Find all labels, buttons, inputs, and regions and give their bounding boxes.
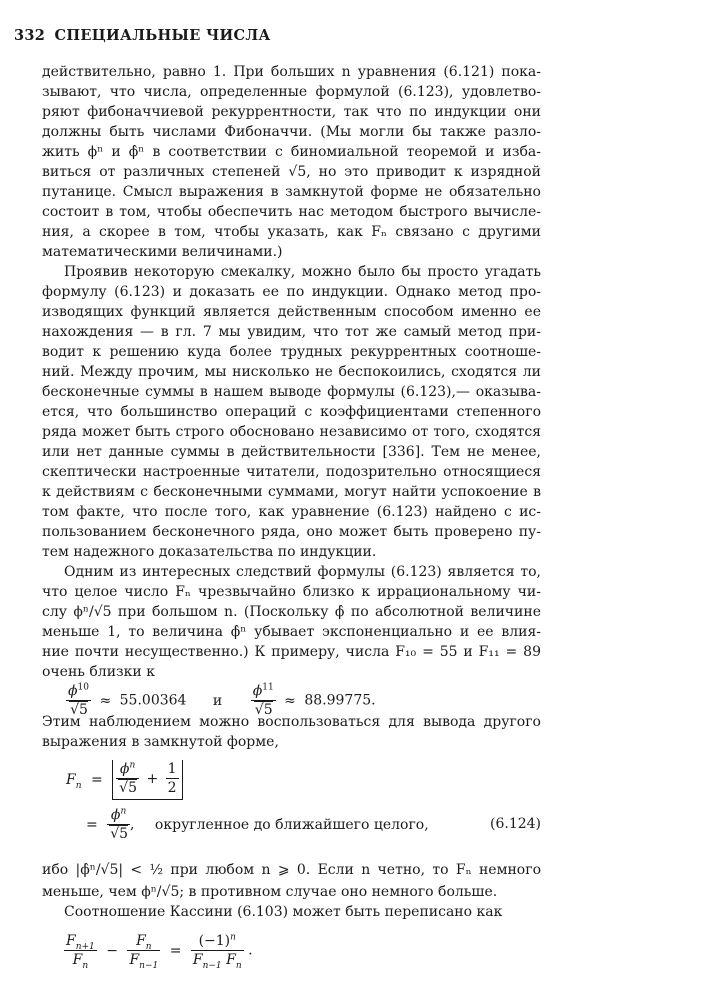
- sqrt-five: √5: [254, 702, 273, 718]
- text-line: нахождения — в гл. 7 мы увидим, что тот же самый метод при-: [42, 324, 541, 340]
- text-line: очень близки к: [42, 664, 155, 680]
- text-line: зывают, что числа, определенные формулой (6.123), удовлетво-: [42, 84, 541, 100]
- text-line: ряда может быть строго обосновано независимо от того, сходятся: [42, 424, 541, 440]
- text-line: Соотношение Кассини (6.103) может быть переписано как: [64, 904, 503, 920]
- text-line: или нет данные суммы в действительности [336]. Тем не менее,: [42, 444, 541, 460]
- value-11: 88.99775: [304, 692, 372, 709]
- text-line: выражения в замкнутой форме,: [42, 734, 279, 750]
- text-line: пользованием бесконечного ряда, оно может быть проверено пу-: [42, 524, 541, 540]
- text-line: что целое число Fₙ чрезвычайно близко к иррациональному чи-: [42, 584, 541, 600]
- equation-rounded: = $\frac{\phi^n}{√5}$ , округленное до ближайшего целого,: [86, 806, 429, 842]
- text-line: изводящих функций является действенным способом именно ее: [42, 304, 541, 320]
- value-10: 55.00364: [119, 692, 187, 709]
- text-line: ряют фибоначчиевой рекуррентности, так что по индукции они: [42, 104, 541, 120]
- exponent: 10: [77, 682, 89, 693]
- approx-sign: ≈: [284, 692, 296, 709]
- fraction-rhs: $\frac{(-1)^n}{F_{n-1} F_n}$: [192, 932, 242, 971]
- subscript: n: [75, 780, 82, 791]
- text-line: состоит в том, чтобы обеспечить нас методом быстрого вычисле-: [42, 204, 541, 220]
- text-line: ется, что большинство операций с коэффициентами степенного: [42, 404, 541, 420]
- text-line: меньше, чем ϕⁿ/√5; в противном случае оно немного больше.: [42, 884, 498, 900]
- text-line: к действиям с бесконечными суммами, могут найти успокоение в: [42, 484, 541, 500]
- text-line: жить ϕⁿ и ϕ̂ⁿ в соответствии с биномиальной теоремой и изба-: [42, 144, 541, 160]
- sqrt-five: √5: [70, 702, 88, 718]
- phi-symbol: ϕ: [68, 683, 78, 699]
- fraction-fn-fnm1: $\frac{F_n}{F_{n-1}}$: [129, 933, 159, 971]
- text-line: Одним из интересных следствий формулы (6.123) является то,: [64, 564, 541, 580]
- fraction-phi-n: $\frac{\phi^n}{√5}$: [116, 760, 139, 797]
- fraction-fn1-fn: $\frac{F_{n+1}}{F_n}$: [66, 933, 95, 971]
- text-line: виться от различных степеней √5, но это приводит к изрядной: [42, 164, 541, 180]
- running-header: [14, 27, 271, 44]
- text-line: формулу (6.123) и доказать ее по индукции. Однако метод про-: [42, 284, 541, 300]
- fn-symbol: F: [66, 772, 76, 788]
- text-line: ние почти несущественно.) К примеру, числа F₁₀ = 55 и F₁₁ = 89: [42, 644, 541, 660]
- page-number: 332: [14, 27, 46, 44]
- text-line: Этим наблюдением можно воспользоваться для вывода другого: [42, 714, 541, 730]
- equation-floor: $F_n$ = $\frac{\phi^n}{√5}$ + $\frac{1}{2}$: [66, 760, 183, 800]
- text-line: путанице. Смысл выражения в замкнутой форме не обязательно: [42, 184, 541, 200]
- equation-number: (6.124): [490, 816, 542, 832]
- exponent: 11: [262, 682, 274, 693]
- text-line: водит к решению куда более трудных рекуррентных соотноше-: [42, 344, 541, 360]
- floor-bracket: $\frac{\phi^n}{√5}$ + $\frac{1}{2}$: [112, 760, 182, 800]
- fraction-phi-n: $\frac{\phi^n}{√5}$: [107, 806, 130, 843]
- text-line: меньше 1, то величина ϕ̂ⁿ убывает экспоненциально и ее влия-: [42, 624, 541, 640]
- text-line: ибо |ϕ̂ⁿ/√5| < ½ при любом n ⩾ 0. Если n четно, то Fₙ немного: [42, 862, 541, 878]
- equation-cassini: $\frac{F_{n+1}}{F_n}$ − $\frac{F_n}{F_{n-1}}$ = $\frac{(-1)^n}{F_{n-1} F_n}$ .: [66, 932, 253, 971]
- text-line: скептически настроенные читатели, подозрительно относящиеся: [42, 464, 541, 480]
- equation-approx: $\frac{\phi^{10}}{√5}$ ≈ 55.00364 и $\frac{\phi^{11}}{√5}$ ≈ 88.99775.: [68, 682, 376, 718]
- text-line: тем надежного доказательства по индукции.: [42, 544, 377, 560]
- text-line: ний. Между прочим, мы нисколько не беспокоились, сходятся ли: [42, 364, 541, 380]
- fraction-half: $\frac{1}{2}$: [167, 761, 177, 796]
- text-line: Проявив некоторую смекалку, можно было бы просто угадать: [64, 264, 541, 280]
- rounding-comment: округленное до ближайшего целого,: [154, 816, 429, 833]
- text-line: должны быть числами Фибоначчи. (Мы могли бы также разло-: [42, 124, 541, 140]
- phi-symbol: ϕ: [252, 683, 263, 699]
- text-line: том факте, что после того, как уравнение (6.123) найдено с ис-: [42, 504, 541, 520]
- text-line: действительно, равно 1. При больших n уравнения (6.121) пока-: [42, 64, 541, 80]
- text-line: слу ϕⁿ/√5 при большом n. (Поскольку ϕ̂ по абсолютной величине: [42, 604, 541, 620]
- text-line: бесконечные суммы в нашем выводе формулы (6.123),— оказыва-: [42, 384, 541, 400]
- text-line: математическими величинами.): [42, 244, 283, 260]
- approx-sign: ≈: [99, 692, 112, 709]
- chapter-title: СПЕЦИАЛЬНЫЕ ЧИСЛА: [54, 27, 271, 44]
- text-line: ния, а скорее в том, чтобы указать, как Fₙ связано с другими: [42, 224, 541, 240]
- conjunction: и: [212, 692, 223, 709]
